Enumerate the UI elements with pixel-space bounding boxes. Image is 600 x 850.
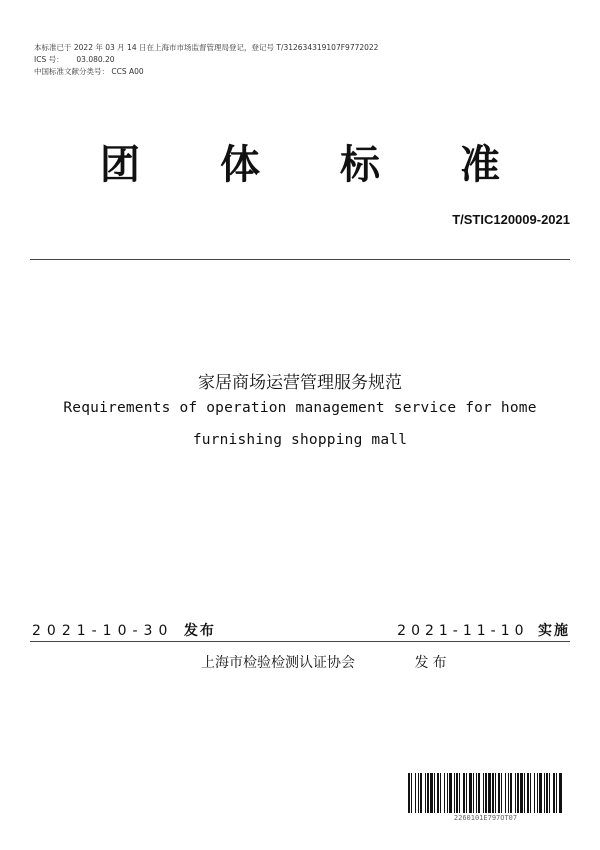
barcode-bar	[466, 773, 467, 813]
title-english-line-2: furnishing shopping mall	[192, 432, 408, 448]
ccs-number	[34, 67, 144, 77]
barcode-bar	[425, 773, 426, 813]
barcode-bar	[488, 773, 491, 813]
barcode-bar	[553, 773, 555, 813]
ics-value: 03.080.20	[76, 55, 115, 64]
barcode	[408, 773, 563, 813]
ics-label: ICS 号：	[34, 55, 64, 64]
barcode-bar	[527, 773, 529, 813]
document-type-title	[0, 133, 600, 190]
ccs-label: 中国标准文献分类号：	[34, 67, 109, 76]
title-char-1: 团	[100, 142, 140, 188]
barcode-bar	[530, 773, 531, 813]
barcode-bar	[478, 773, 480, 813]
barcode-bar	[437, 773, 439, 813]
barcode-bar	[420, 773, 422, 813]
barcode-bar	[498, 773, 500, 813]
publish-label: 发布	[183, 623, 216, 639]
barcode-bar	[517, 773, 519, 813]
barcode-bar	[427, 773, 429, 813]
barcode-bar	[454, 773, 455, 813]
barcode-bar	[505, 773, 506, 813]
ics-number	[34, 55, 115, 65]
barcode-bar	[515, 773, 516, 813]
barcode-bar	[546, 773, 548, 813]
barcode-bar	[508, 773, 509, 813]
barcode-bar	[411, 773, 412, 813]
barcode-bar	[415, 773, 416, 813]
barcode-bar	[473, 773, 474, 813]
barcode-bar	[539, 773, 542, 813]
barcode-bar	[456, 773, 458, 813]
bottom-divider	[30, 641, 570, 642]
title-chinese: 家居商场运营管理服务规范	[198, 373, 402, 393]
registration-note: 本标准已于 2022 年 03 月 14 日在上海市市场监督管理局登记，登记号 T/312634319107F9772022	[34, 43, 379, 52]
barcode-bar	[476, 773, 477, 813]
barcode-bar	[485, 773, 487, 813]
barcode-bar	[430, 773, 433, 813]
barcode-bar	[447, 773, 448, 813]
issuer-name: 上海市检验检测认证协会	[201, 655, 355, 671]
barcode-bar	[469, 773, 472, 813]
barcode-bar	[537, 773, 538, 813]
standard-number: T/STIC120009-2021	[452, 212, 570, 227]
barcode-bar	[463, 773, 465, 813]
barcode-bar	[440, 773, 441, 813]
barcode-bar	[501, 773, 502, 813]
barcode-number: 2260101E797OT07	[453, 814, 518, 822]
barcode-bar	[534, 773, 535, 813]
barcode-bar	[520, 773, 523, 813]
barcode-bar	[418, 773, 419, 813]
issuer-action: 发布	[414, 655, 451, 671]
barcode-bar	[524, 773, 525, 813]
barcode-bar	[556, 773, 557, 813]
barcode-bar	[408, 773, 410, 813]
barcode-bar	[510, 773, 512, 813]
title-english-line-1: Requirements of operation management service for home	[63, 400, 537, 416]
barcode-bar	[449, 773, 452, 813]
implement-date: 2021-11-10	[397, 623, 529, 639]
barcode-bar	[444, 773, 445, 813]
issuer-line	[201, 652, 450, 672]
publish-date-block	[32, 620, 216, 640]
barcode-bar	[459, 773, 460, 813]
ccs-value: CCS A00	[111, 67, 144, 76]
barcode-bar	[434, 773, 435, 813]
implement-date-block	[397, 620, 570, 640]
top-divider	[30, 259, 570, 260]
title-char-2: 体	[220, 142, 260, 188]
title-char-4: 准	[460, 142, 500, 188]
publish-date: 2021-10-30	[32, 623, 174, 639]
barcode-bar	[495, 773, 496, 813]
implement-label: 实施	[538, 623, 570, 639]
barcode-bar	[549, 773, 550, 813]
barcode-bar	[492, 773, 494, 813]
barcode-bar	[559, 773, 562, 813]
barcode-bar	[483, 773, 484, 813]
title-char-3: 标	[340, 142, 380, 188]
barcode-bar	[544, 773, 545, 813]
